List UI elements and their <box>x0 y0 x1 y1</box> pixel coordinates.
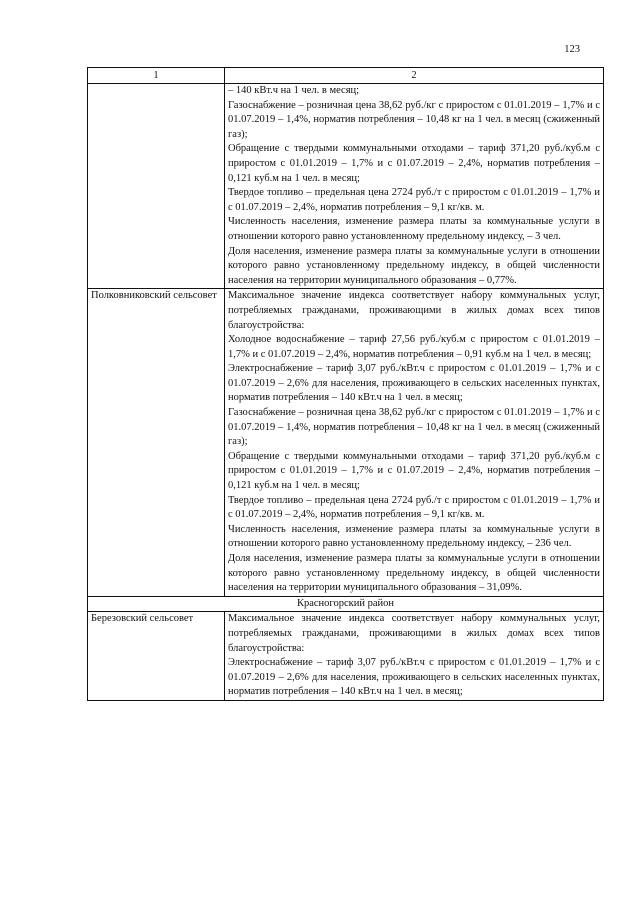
paragraph: Газоснабжение – розничная цена 38,62 руб./кг с приростом с 01.01.2019 – 1,7% и с 01.07.2019 – 1,4%, норматив потребления – 10,48 кг на 1 чел. в месяц (сжиженный газ); <box>228 99 600 140</box>
indicators-cell <box>225 289 604 596</box>
table-row <box>88 289 604 596</box>
settlement-cell: Березовский сельсовет <box>88 612 225 701</box>
page-number: 123 <box>564 44 580 55</box>
paragraph: Максимальное значение индекса соответствует набору коммунальных услуг, потребляемых гражданами, проживающими в жилых домах всех типов благоустройства: <box>228 290 600 331</box>
column-header-2: 2 <box>225 68 604 84</box>
paragraph: Обращение с твердыми коммунальными отходами – тариф 371,20 руб./куб.м с приростом с 01.01.2019 – 1,7% и с 01.07.2019 – 2,4%, норматив потребления – 0,121 куб.м на 1 чел. в месяц; <box>228 450 600 492</box>
document-table <box>87 67 604 701</box>
settlement-cell <box>88 84 225 289</box>
paragraph: Газоснабжение – розничная цена 38,62 руб./кг с приростом с 01.01.2019 – 1,7% и с 01.07.2019 – 1,4%, норматив потребления – 10,48 кг на 1 чел. в месяц (сжиженный газ); <box>228 407 600 448</box>
column-header-1: 1 <box>88 68 225 84</box>
paragraph: Электроснабжение – тариф 3,07 руб./кВт.ч с приростом с 01.01.2019 – 1,7% и с 01.07.2019 – 2,6% для населения, проживающего в сельских населенных пунктах, норматив потребления – 140 кВт.ч на 1 чел. в месяц; <box>228 363 600 404</box>
table-row <box>88 84 604 289</box>
table-header-row <box>88 68 604 84</box>
paragraph: Численность населения, изменение размера платы за коммунальные услуги в отношении которого равно установленному предельному индексу, – 236 чел. <box>228 523 600 550</box>
paragraph: Холодное водоснабжение – тариф 27,56 руб./куб.м с приростом с 01.01.2019 – 1,7% и с 01.07.2019 – 2,4%, норматив потребления – 0,91 куб.м на 1 чел. в месяц; <box>228 334 600 360</box>
paragraph: Численность населения, изменение размера платы за коммунальные услуги в отношении которого равно установленному предельному индексу, – 3 чел. <box>228 216 600 242</box>
paragraph: Максимальное значение индекса соответствует набору коммунальных услуг, потребляемых гражданами, проживающими в жилых домах всех типов благоустройства: <box>228 613 600 654</box>
paragraph: Твердое топливо – предельная цена 2724 руб./т с приростом с 01.01.2019 – 1,7% и с 01.07.2019 – 2,4%, норматив потребления – 9,1 кг/кв. м. <box>228 187 600 213</box>
district-heading: Красногорский район <box>88 596 604 612</box>
paragraph: Электроснабжение – тариф 3,07 руб./кВт.ч с приростом с 01.01.2019 – 1,7% и с 01.07.2019 – 2,6% для населения, проживающего в сельских населенных пунктах, норматив потребления – 140 кВт.ч на 1 чел. в месяц; <box>228 657 600 698</box>
district-row <box>88 596 604 612</box>
table-row <box>88 612 604 701</box>
indicators-cell <box>225 612 604 701</box>
paragraph: Доля населения, изменение размера платы за коммунальные услуги в отношении которого равно установленному предельному индексу, в общей численности населения на территории муниципального образования – 31,09%. <box>228 553 600 594</box>
paragraph: – 140 кВт.ч на 1 чел. в месяц; <box>228 85 360 96</box>
paragraph: Доля населения, изменение размера платы за коммунальные услуги в отношении которого равно установленному предельному индексу, в общей численности населения на территории муниципального образования – 0,77%. <box>228 245 600 286</box>
paragraph: Обращение с твердыми коммунальными отходами – тариф 371,20 руб./куб.м с приростом с 01.01.2019 – 1,7% и с 01.07.2019 – 2,4%, норматив потребления – 0,121 куб.м на 1 чел. в месяц; <box>228 143 600 184</box>
indicators-cell <box>225 84 604 289</box>
settlement-cell: Полковниковский сельсовет <box>88 289 225 596</box>
paragraph: Твердое топливо – предельная цена 2724 руб./т с приростом с 01.01.2019 – 1,7% и с 01.07.2019 – 2,4%, норматив потребления – 9,1 кг/кв. м. <box>228 494 600 521</box>
